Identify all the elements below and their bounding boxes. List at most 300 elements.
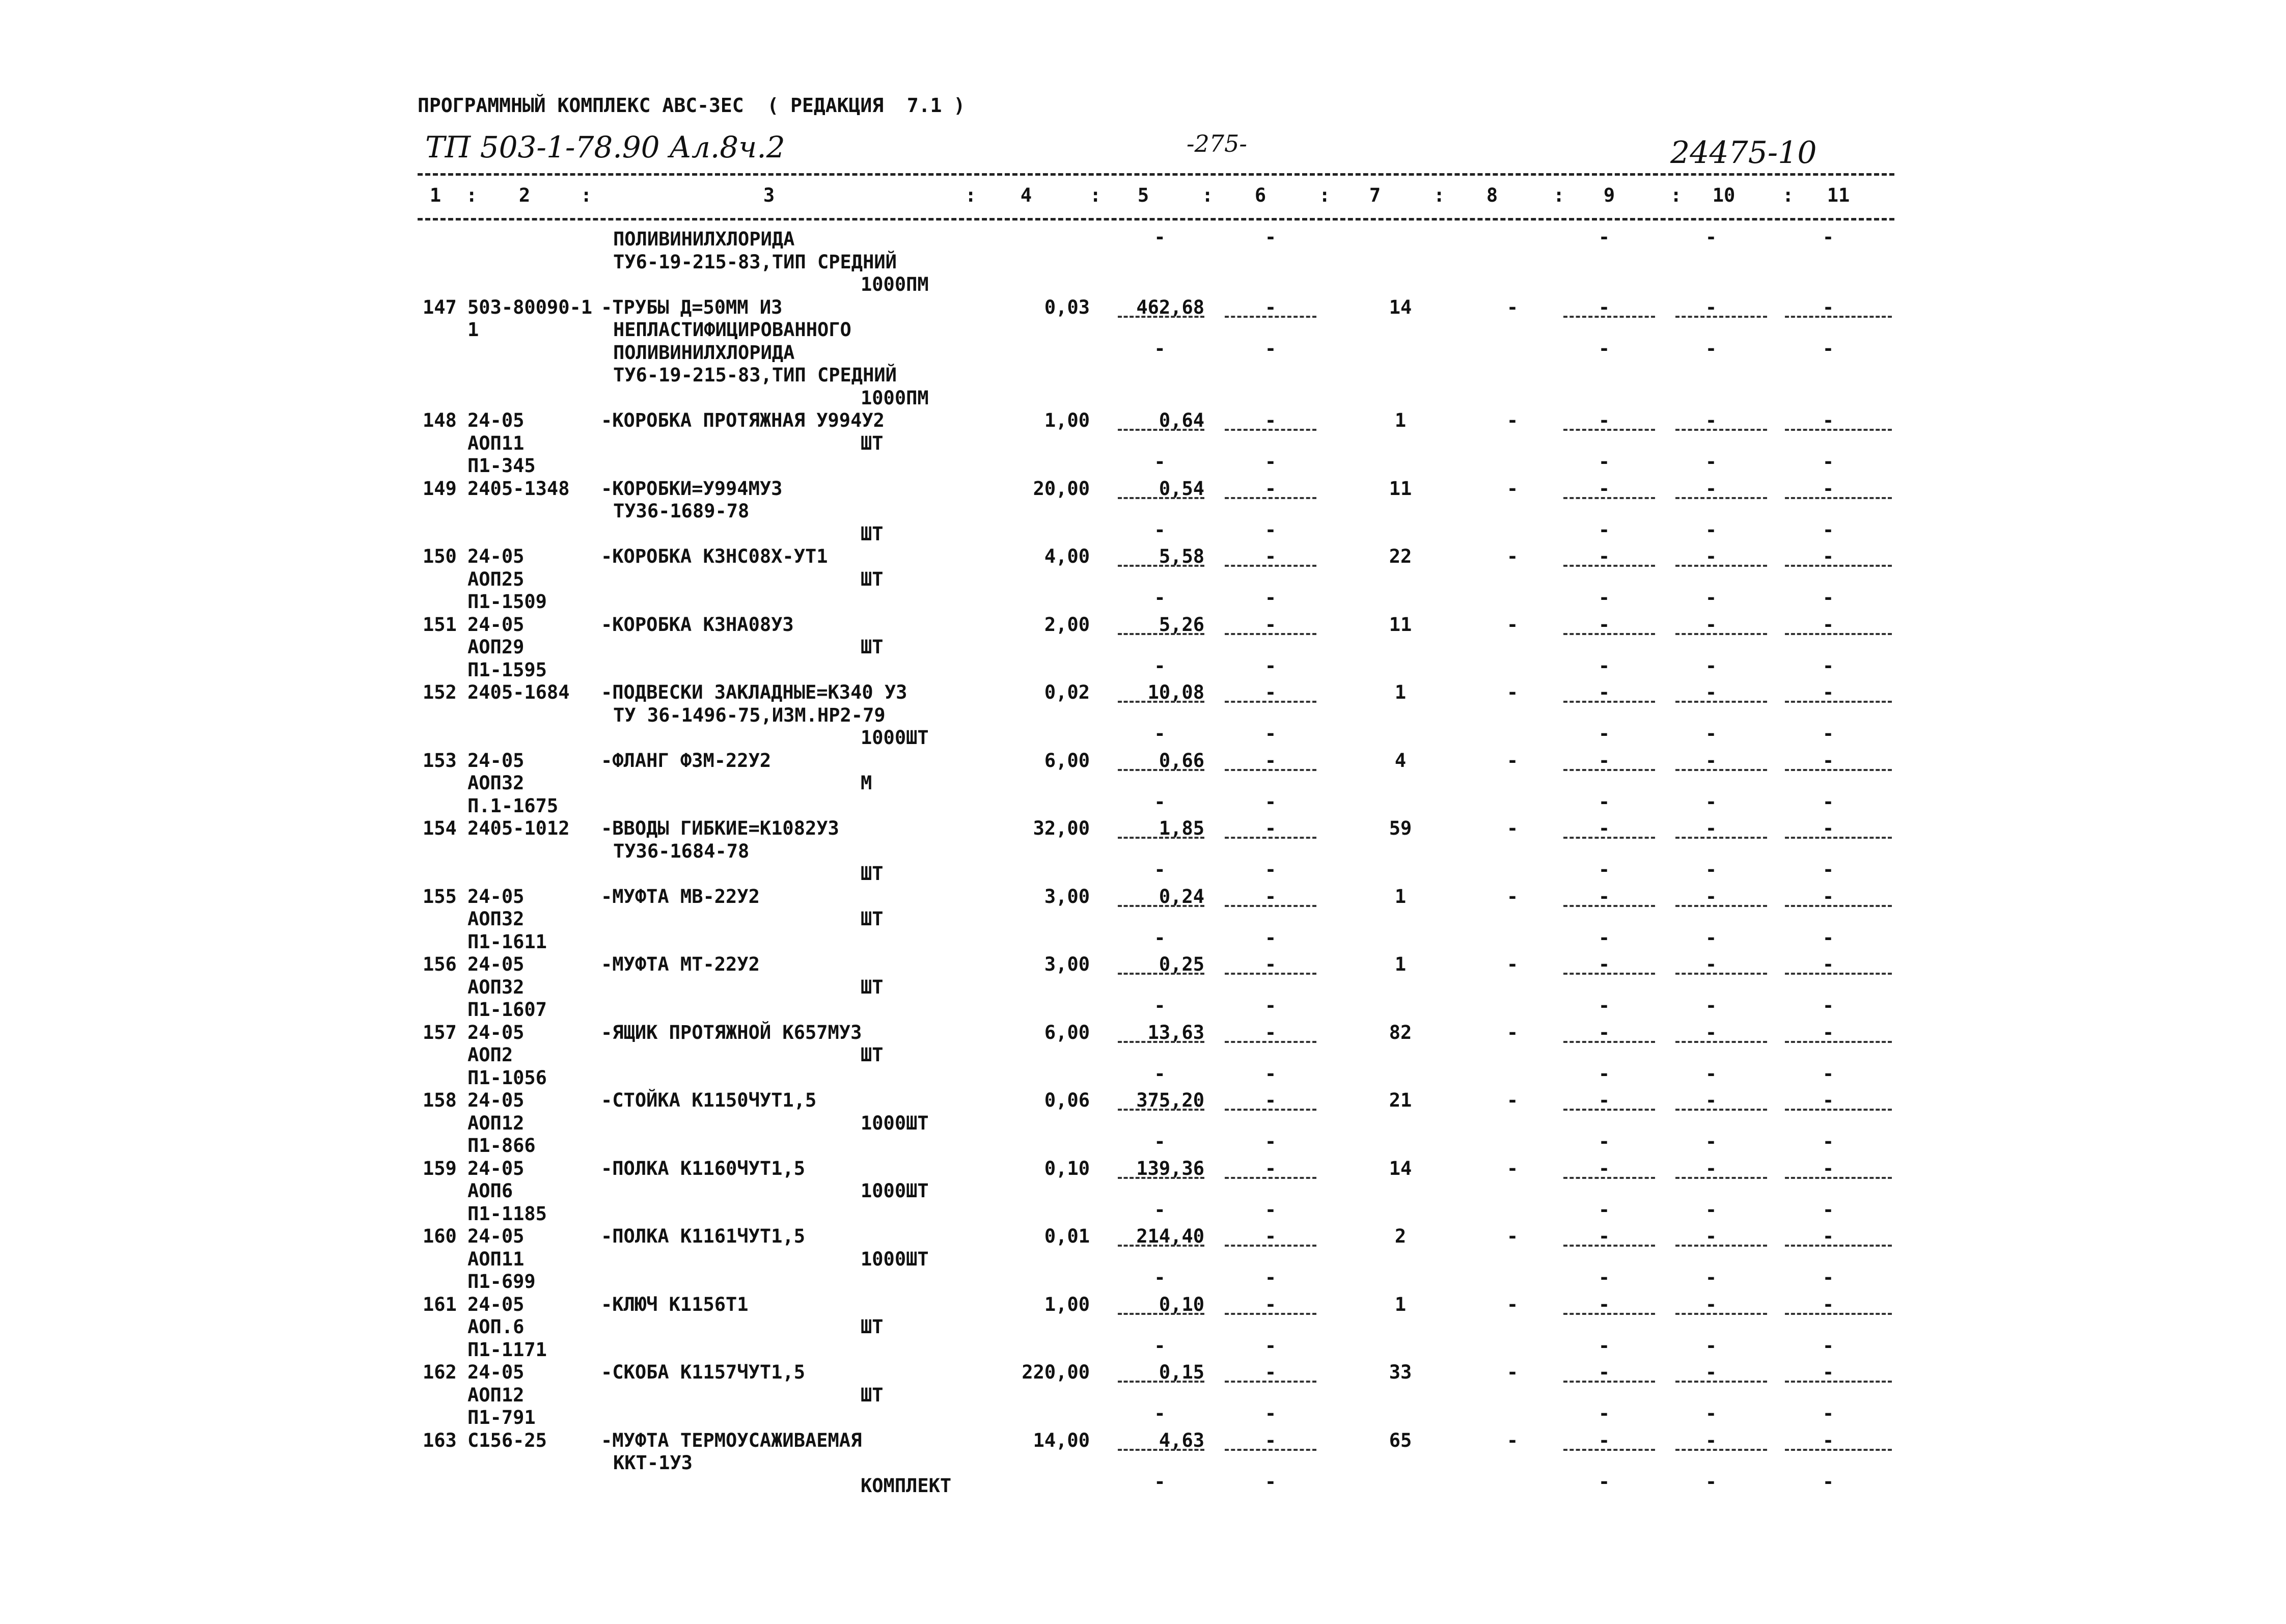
cell-c11: -: [1822, 1429, 1834, 1451]
row-code: 24-05: [467, 1225, 525, 1247]
cell-sub10: -: [1705, 1198, 1717, 1221]
cell-separator: [1118, 973, 1204, 975]
cell-c7: 59: [1389, 817, 1412, 839]
cell-qty: 1,00: [1044, 409, 1090, 431]
row-unit: ШТ: [861, 1316, 884, 1338]
cell-c9: -: [1598, 1157, 1610, 1179]
cell-c8: -: [1506, 477, 1519, 500]
cell-c7: 14: [1389, 296, 1412, 318]
column-separator: :: [965, 184, 977, 206]
cell-price: 0,25: [1159, 953, 1204, 975]
row-name: -ЯЩИК ПРОТЯЖНОЙ К657МУЗ: [601, 1021, 862, 1043]
cell-c8: -: [1506, 817, 1519, 839]
cell-sub5: -: [1154, 790, 1166, 813]
cell-c10: -: [1705, 409, 1717, 431]
row-number: 163: [423, 1429, 457, 1451]
cell-price: 4,63: [1159, 1429, 1204, 1451]
cell-sub11: -: [1822, 654, 1834, 677]
cell-c6: -: [1264, 681, 1277, 703]
column-separator: :: [1319, 184, 1331, 206]
cell-c10: -: [1705, 1225, 1717, 1247]
row-unit: ШТ: [861, 1384, 884, 1406]
cell-c8: -: [1506, 296, 1519, 318]
column-separator: :: [1434, 184, 1445, 206]
row-code: П1-1611: [467, 930, 547, 953]
cell-c9: -: [1598, 1021, 1610, 1043]
row-code: АОП25: [467, 568, 525, 590]
row-name: -ТРУБЫ Д=50ММ ИЗ: [601, 296, 783, 318]
row-code: 2405-1012: [467, 817, 570, 839]
cell-qty: 32,00: [1033, 817, 1090, 839]
row-code: АОП32: [467, 772, 525, 794]
cell-separator: [1225, 1177, 1316, 1179]
cell-price: 462,68: [1136, 296, 1204, 318]
cell-c7: 4: [1394, 749, 1407, 772]
cell-c10: -: [1705, 296, 1717, 318]
document-code: ТП 503-1-78.90 Ал.8ч.2: [425, 130, 785, 164]
cell-c6: -: [1264, 613, 1277, 636]
cell-c11: -: [1822, 1293, 1834, 1315]
cell-sub11: -: [1822, 587, 1834, 609]
cell-c10: -: [1705, 1089, 1717, 1111]
row-name: -СТОЙКА К1150ЧУТ1,5: [601, 1089, 817, 1111]
cell-sub6: -: [1264, 1198, 1277, 1221]
cell-separator: [1675, 1041, 1767, 1043]
cell-c8: -: [1506, 1429, 1519, 1451]
cell-sub9: -: [1598, 1267, 1610, 1288]
cell-separator: [1675, 497, 1767, 499]
cell-price: 214,40: [1136, 1225, 1204, 1247]
cell-c10: -: [1705, 613, 1717, 636]
page-number: -275-: [1187, 130, 1247, 157]
row-unit: ШТ: [861, 908, 884, 930]
row-unit: КОМПЛЕКТ: [861, 1474, 952, 1497]
cell-c10: -: [1705, 477, 1717, 500]
cell-separator: [1118, 633, 1204, 635]
column-header-8: 8: [1486, 184, 1498, 206]
column-header-3: 3: [763, 184, 775, 206]
cell-sub6: -: [1264, 1334, 1277, 1357]
cell-c11: -: [1822, 885, 1834, 907]
row-name: ТУ6-19-215-83,ТИП СРЕДНИЙ: [613, 251, 897, 273]
cell-c7: 1: [1394, 885, 1407, 907]
cell-sub6: -: [1264, 451, 1277, 473]
cell-sub11: -: [1822, 926, 1834, 949]
row-unit: ШТ: [861, 1044, 884, 1066]
row-code: 24-05: [467, 749, 525, 772]
row-code: АОП2: [467, 1044, 513, 1066]
cell-separator: [1225, 633, 1316, 635]
row-unit: ШТ: [861, 863, 884, 885]
cell-c11: -: [1822, 681, 1834, 703]
cell-sub11: -: [1822, 1131, 1834, 1152]
cell-sub9: -: [1598, 1062, 1610, 1085]
cell-sub9: -: [1598, 1402, 1610, 1424]
cell-price: 1,85: [1159, 817, 1204, 839]
cell-c8: -: [1506, 1361, 1519, 1383]
row-number: 147: [423, 296, 457, 318]
cell-c6: -: [1264, 1361, 1277, 1383]
cell-c9: -: [1598, 545, 1610, 567]
cell-c10: -: [1705, 1429, 1717, 1451]
column-header-11: 11: [1827, 184, 1850, 206]
cell-c6: -: [1264, 1225, 1277, 1247]
cell-c10: -: [1705, 953, 1717, 975]
cell-c7: 11: [1389, 613, 1412, 636]
cell-c7: 2: [1394, 1225, 1407, 1247]
cell-c11: -: [1822, 545, 1834, 567]
cell-sub9: -: [1598, 723, 1610, 745]
cell-sub10: -: [1705, 926, 1717, 949]
row-unit: 1000ШТ: [861, 1180, 929, 1202]
cell-separator: [1675, 316, 1767, 318]
row-name: -КОРОБКА КЗНА08УЗ: [601, 613, 794, 636]
cell-qty: 220,00: [1022, 1361, 1090, 1383]
row-name: ТУ36-1689-78: [613, 500, 750, 522]
cell-sub10: -: [1705, 654, 1717, 677]
cell-c11: -: [1822, 409, 1834, 431]
cell-c9: -: [1598, 953, 1610, 975]
row-code: 2405-1348: [467, 477, 570, 500]
row-code: 24-05: [467, 1089, 525, 1111]
cell-sub9: -: [1598, 654, 1610, 677]
cell-sub6: -: [1264, 1062, 1277, 1085]
cell-separator: [1118, 769, 1204, 771]
cell-c7: 22: [1389, 545, 1412, 567]
cell-separator: [1225, 565, 1316, 567]
cell-sub5: -: [1154, 1131, 1166, 1152]
cell-sub6: -: [1264, 995, 1277, 1016]
cell-sub5: -: [1154, 926, 1166, 949]
row-code: 503-80090-1: [467, 296, 593, 318]
cell-c10: -: [1705, 885, 1717, 907]
cell-c9: -: [1598, 1429, 1610, 1451]
row-name: -ФЛАНГ ФЗМ-22У2: [601, 749, 772, 772]
cell-sub10: -: [1705, 1062, 1717, 1085]
cell-sub9: -: [1598, 518, 1610, 541]
row-code: 24-05: [467, 1157, 525, 1179]
row-name: -ПОЛКА К1161ЧУТ1,5: [601, 1225, 805, 1247]
cell-sub5: -: [1154, 1402, 1166, 1424]
cell-qty: 6,00: [1044, 1021, 1090, 1043]
row-code: АОП6: [467, 1180, 513, 1202]
cell-c9: -: [1598, 1225, 1610, 1247]
cell-sub6: -: [1264, 859, 1277, 880]
cell-sub6: -: [1264, 587, 1277, 609]
cell-separator: [1563, 973, 1655, 975]
column-header-7: 7: [1369, 184, 1381, 206]
cell-separator: [1563, 316, 1655, 318]
cell-sub9: -: [1598, 926, 1610, 949]
cell-separator: [1225, 429, 1316, 431]
cell-c7: 82: [1389, 1021, 1412, 1043]
cell-separator: [1563, 837, 1655, 839]
cell-sub5: -: [1154, 859, 1166, 880]
cell-c10: -: [1705, 1361, 1717, 1383]
cell-sub10: -: [1705, 1470, 1717, 1493]
cell-c8: -: [1506, 953, 1519, 975]
cell-sub9: -: [1598, 1470, 1610, 1493]
cell-c7: 1: [1394, 953, 1407, 975]
cell-price: 0,15: [1159, 1361, 1204, 1383]
cell-separator: [1225, 1381, 1316, 1383]
cell-c9: -: [1598, 749, 1610, 772]
cell-c8: -: [1506, 885, 1519, 907]
cell-qty: 14,00: [1033, 1429, 1090, 1451]
row-number: 149: [423, 477, 457, 500]
column-header-1: 1: [429, 184, 442, 206]
cell-c7: 33: [1389, 1361, 1412, 1383]
cell-separator: [1785, 973, 1892, 975]
cell-separator: [1225, 1245, 1316, 1247]
cell-separator: [1118, 1177, 1204, 1179]
column-separator: :: [466, 184, 478, 206]
cell-separator: [1118, 701, 1204, 703]
cell-c6: -: [1264, 817, 1277, 839]
cell-sub10: -: [1705, 1267, 1717, 1288]
cell-sub11: -: [1822, 337, 1834, 360]
cell-sub11: -: [1822, 790, 1834, 813]
row-name: -КОРОБКА КЗНС08Х-УТ1: [601, 545, 828, 567]
cell-c10: -: [1705, 749, 1717, 772]
cell-separator: [1675, 1245, 1767, 1247]
top-rule: [418, 173, 1894, 176]
cell-c10: -: [1705, 1021, 1717, 1043]
cell-separator: [1785, 1245, 1892, 1247]
cell-separator: [1563, 565, 1655, 567]
row-code: АОП32: [467, 976, 525, 998]
cell-sub6: -: [1264, 926, 1277, 949]
cell-price: 375,20: [1136, 1089, 1204, 1111]
cell-c7: 21: [1389, 1089, 1412, 1111]
column-header-10: 10: [1712, 184, 1736, 206]
cell-separator: [1225, 1313, 1316, 1315]
cell-sub10: -: [1705, 337, 1717, 360]
cell-sub5: -: [1154, 337, 1166, 360]
row-number: 158: [423, 1089, 457, 1111]
row-name: ПОЛИВИНИЛХЛОРИДА: [613, 228, 795, 250]
row-unit: ШТ: [861, 976, 884, 998]
row-number: 153: [423, 749, 457, 772]
cell-c6: -: [1264, 545, 1277, 567]
cell-c8: -: [1506, 1293, 1519, 1315]
cell-separator: [1675, 1381, 1767, 1383]
cell-separator: [1118, 905, 1204, 907]
row-code: П.1-1675: [467, 794, 559, 817]
cell-separator: [1675, 1313, 1767, 1315]
cell-separator: [1785, 1449, 1892, 1451]
cell-separator: [1225, 497, 1316, 499]
cell-sub11: -: [1822, 226, 1834, 248]
cell-c6: -: [1264, 1089, 1277, 1111]
cell-sub10: -: [1705, 518, 1717, 541]
row-number: 155: [423, 885, 457, 907]
row-code: П1-345: [467, 455, 536, 477]
cell-separator: [1675, 1177, 1767, 1179]
row-code: 24-05: [467, 545, 525, 567]
cell-c11: -: [1822, 613, 1834, 636]
cell-sub6: -: [1264, 1267, 1277, 1288]
cell-sub6: -: [1264, 518, 1277, 541]
cell-qty: 20,00: [1033, 477, 1090, 500]
row-code: 24-05: [467, 409, 525, 431]
cell-sub10: -: [1705, 790, 1717, 813]
cell-price: 10,08: [1147, 681, 1204, 703]
row-code: 24-05: [467, 1293, 525, 1315]
cell-sub9: -: [1598, 1198, 1610, 1221]
cell-sub6: -: [1264, 790, 1277, 813]
cell-separator: [1563, 1313, 1655, 1315]
cell-c6: -: [1264, 1293, 1277, 1315]
cell-price: 5,58: [1159, 545, 1204, 567]
cell-sub11: -: [1822, 518, 1834, 541]
cell-separator: [1225, 1109, 1316, 1111]
cell-c7: 14: [1389, 1157, 1412, 1179]
cell-sub10: -: [1705, 859, 1717, 880]
cell-separator: [1225, 316, 1316, 318]
cell-sub5: -: [1154, 226, 1166, 248]
row-name: ТУ6-19-215-83,ТИП СРЕДНИЙ: [613, 364, 897, 386]
row-name: -МУФТА ТЕРМОУСАЖИВАЕМАЯ: [601, 1429, 862, 1451]
cell-sub5: -: [1154, 723, 1166, 745]
cell-sub6: -: [1264, 337, 1277, 360]
cell-sub9: -: [1598, 790, 1610, 813]
cell-sub11: -: [1822, 995, 1834, 1016]
column-header-4: 4: [1020, 184, 1032, 206]
cell-sub6: -: [1264, 723, 1277, 745]
cell-price: 0,64: [1159, 409, 1204, 431]
cell-separator: [1785, 1381, 1892, 1383]
row-name: -ПОДВЕСКИ ЗАКЛАДНЫЕ=К340 УЗ: [601, 681, 907, 703]
cell-sub9: -: [1598, 451, 1610, 473]
cell-separator: [1785, 1109, 1892, 1111]
column-separator: :: [1782, 184, 1794, 206]
row-code: 2405-1684: [467, 681, 570, 703]
cell-c11: -: [1822, 1225, 1834, 1247]
cell-sub9: -: [1598, 337, 1610, 360]
cell-c10: -: [1705, 1293, 1717, 1315]
cell-c11: -: [1822, 1021, 1834, 1043]
cell-separator: [1225, 1041, 1316, 1043]
cell-sub9: -: [1598, 587, 1610, 609]
row-name: -ВВОДЫ ГИБКИЕ=К1082УЗ: [601, 817, 839, 839]
cell-c8: -: [1506, 545, 1519, 567]
cell-c6: -: [1264, 749, 1277, 772]
cell-sub6: -: [1264, 1470, 1277, 1493]
row-name: ТУ36-1684-78: [613, 840, 750, 862]
cell-c10: -: [1705, 545, 1717, 567]
cell-price: 13,63: [1147, 1021, 1204, 1043]
cell-c8: -: [1506, 1225, 1519, 1247]
cell-c9: -: [1598, 885, 1610, 907]
cell-c11: -: [1822, 749, 1834, 772]
cell-separator: [1118, 1381, 1204, 1383]
cell-c7: 11: [1389, 477, 1412, 500]
row-unit: 1000ШТ: [861, 1112, 929, 1134]
cell-separator: [1118, 1041, 1204, 1043]
row-number: 154: [423, 817, 457, 839]
cell-c7: 1: [1394, 1293, 1407, 1315]
cell-c9: -: [1598, 681, 1610, 703]
cell-c8: -: [1506, 613, 1519, 636]
cell-separator: [1225, 973, 1316, 975]
cell-separator: [1675, 565, 1767, 567]
row-number: 156: [423, 953, 457, 975]
row-code: АОП11: [467, 432, 525, 454]
cell-c10: -: [1705, 1157, 1717, 1179]
row-code: П1-1185: [467, 1202, 547, 1225]
cell-separator: [1675, 429, 1767, 431]
column-header-2: 2: [518, 184, 531, 206]
row-number: 159: [423, 1157, 457, 1179]
row-unit: 1000ПМ: [861, 273, 929, 295]
cell-separator: [1675, 1449, 1767, 1451]
cell-c11: -: [1822, 1157, 1834, 1179]
cell-separator: [1225, 837, 1316, 839]
cell-sub6: -: [1264, 1131, 1277, 1152]
row-name: -МУФТА МВ-22У2: [601, 885, 760, 907]
cell-sub6: -: [1264, 1402, 1277, 1424]
cell-qty: 2,00: [1044, 613, 1090, 636]
row-number: 148: [423, 409, 457, 431]
row-name: ККТ-1УЗ: [613, 1452, 693, 1474]
row-name: -ПОЛКА К1160ЧУТ1,5: [601, 1157, 805, 1179]
cell-sub11: -: [1822, 1267, 1834, 1288]
cell-separator: [1563, 497, 1655, 499]
row-code: АОП11: [467, 1248, 525, 1270]
row-code: П1-699: [467, 1271, 536, 1292]
cell-sub10: -: [1705, 995, 1717, 1016]
cell-price: 0,24: [1159, 885, 1204, 907]
column-separator: :: [1553, 184, 1565, 206]
row-code: П1-1607: [467, 999, 547, 1021]
row-number: 152: [423, 681, 457, 703]
cell-sub9: -: [1598, 859, 1610, 880]
cell-separator: [1563, 1449, 1655, 1451]
cell-price: 5,26: [1159, 613, 1204, 636]
cell-separator: [1118, 1245, 1204, 1247]
row-unit: ШТ: [861, 636, 884, 658]
row-code: С156-25: [467, 1429, 547, 1451]
row-unit: ШТ: [861, 568, 884, 590]
cell-separator: [1785, 316, 1892, 318]
cell-c11: -: [1822, 1361, 1834, 1383]
row-number: 161: [423, 1293, 457, 1315]
cell-sub10: -: [1705, 1334, 1717, 1357]
cell-c9: -: [1598, 1293, 1610, 1315]
cell-c6: -: [1264, 477, 1277, 500]
row-number: 157: [423, 1021, 457, 1043]
header-bottom-rule: [418, 218, 1894, 221]
row-code: 24-05: [467, 1361, 525, 1383]
cell-separator: [1563, 1245, 1655, 1247]
cell-c7: 1: [1394, 681, 1407, 703]
cell-separator: [1563, 1109, 1655, 1111]
row-unit: М: [861, 772, 872, 794]
cell-separator: [1785, 1177, 1892, 1179]
cell-qty: 4,00: [1044, 545, 1090, 567]
cell-sub11: -: [1822, 859, 1834, 880]
cell-price: 0,66: [1159, 749, 1204, 772]
cell-c6: -: [1264, 409, 1277, 431]
cell-c6: -: [1264, 1429, 1277, 1451]
row-number: 150: [423, 545, 457, 567]
cell-c9: -: [1598, 613, 1610, 636]
cell-separator: [1225, 701, 1316, 703]
cell-separator: [1563, 769, 1655, 771]
cell-separator: [1675, 973, 1767, 975]
cell-separator: [1785, 905, 1892, 907]
